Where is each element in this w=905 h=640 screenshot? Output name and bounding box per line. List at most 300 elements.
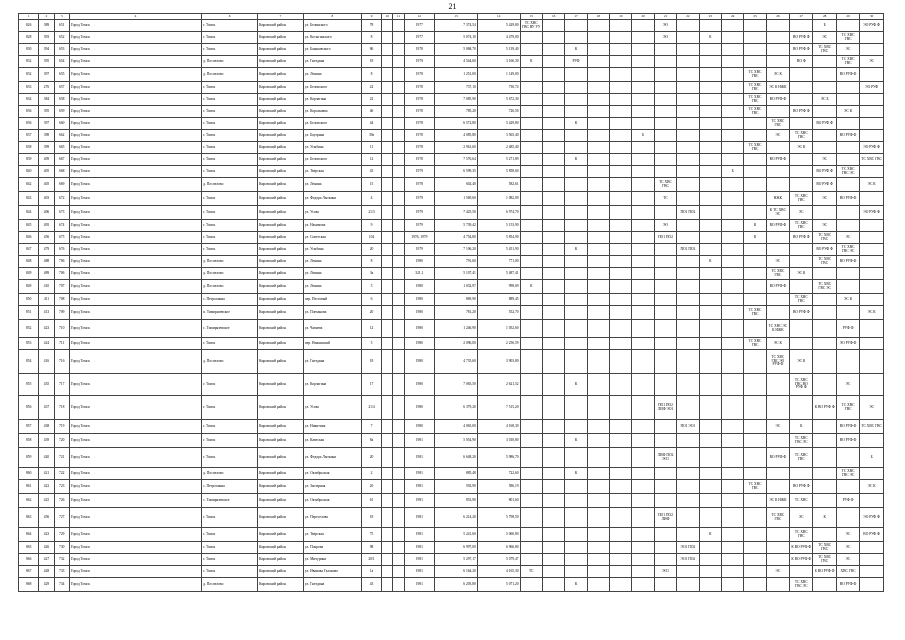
table-cell-code: 672 <box>54 192 69 206</box>
table-cell-code: 674 <box>54 220 69 232</box>
table-cell-c15: К <box>520 280 542 294</box>
table-cell-city: Город Томск <box>69 20 201 32</box>
table-cell-c27: ТС ХВС ГВС ЭС <box>790 578 813 592</box>
table-cell-code: 734 <box>54 578 69 592</box>
table-cell-house: 11 <box>361 142 381 154</box>
table-cell-loc: г. Томск <box>202 554 258 566</box>
table-cell-c25 <box>744 244 766 256</box>
table-cell-c21 <box>654 306 676 320</box>
table-cell-c22 <box>677 178 699 192</box>
table-cell-c21 <box>654 94 676 106</box>
table-cell-c19 <box>610 320 632 338</box>
table-cell-_e <box>382 338 393 350</box>
table-cell-c30: ВО РУФ Ф <box>860 528 884 542</box>
table-cell-street: пер. Нижинский <box>303 338 361 350</box>
table-cell-n: 854 <box>19 350 39 374</box>
table-cell-house: 46 <box>361 106 381 118</box>
table-cell-loc: г. Томск <box>202 94 258 106</box>
table-cell-year: 1979 <box>404 56 435 68</box>
table-cell-id: 409 <box>39 154 54 166</box>
table-cell-c18 <box>587 220 609 232</box>
table-cell-n: 863 <box>19 508 39 528</box>
table-cell-c18 <box>587 554 609 566</box>
column-number: 7 <box>258 14 304 20</box>
column-number: 11 <box>393 14 404 20</box>
table-cell-c21: ТС ХВС ГВС <box>654 178 676 192</box>
table-cell-c28 <box>813 578 836 592</box>
table-cell-c22 <box>677 508 699 528</box>
table-cell-c22 <box>677 306 699 320</box>
table-cell-street: ул. Кавеская <box>303 434 361 448</box>
column-number: 15 <box>520 14 542 20</box>
table-cell-c22 <box>677 154 699 166</box>
table-cell-city: Город Томск <box>69 106 201 118</box>
table-cell-district: Кировский район <box>258 350 304 374</box>
table-cell-a2: 722,60 <box>477 468 520 480</box>
table-cell-c24 <box>721 68 743 82</box>
table-cell-c24: Б <box>721 166 743 178</box>
table-cell-_e <box>382 448 393 468</box>
table-cell-c19 <box>610 32 632 44</box>
table-cell-a1: 6 379,20 <box>435 396 478 420</box>
table-cell-street: ул. Покрова <box>303 542 361 554</box>
table-cell-street: ул. Беловского <box>303 154 361 166</box>
table-cell-code: 717 <box>54 374 69 396</box>
table-cell-_e <box>393 420 404 434</box>
table-cell-district: Кировский район <box>258 244 304 256</box>
table-cell-c16 <box>542 578 564 592</box>
column-number: 24 <box>721 14 743 20</box>
table-cell-year: 1981 <box>404 528 435 542</box>
table-cell-a2: 5 798,50 <box>477 508 520 528</box>
table-cell-c26 <box>766 142 789 154</box>
table-cell-c16 <box>542 206 564 220</box>
table-cell-c18 <box>587 468 609 480</box>
table-cell-_e <box>393 106 404 118</box>
table-cell-city: Город Томск <box>69 178 201 192</box>
table-cell-c16 <box>542 306 564 320</box>
table-cell-id: 410 <box>39 280 54 294</box>
table-cell-c16 <box>542 232 564 244</box>
table-cell-_e <box>393 294 404 306</box>
table-cell-c18 <box>587 32 609 44</box>
table-cell-c23: К <box>699 32 721 44</box>
table-cell-c21 <box>654 106 676 118</box>
table-cell-c19 <box>610 350 632 374</box>
table-cell-city: Город Томск <box>69 566 201 578</box>
table-cell-a1: 5 074,10 <box>435 32 478 44</box>
table-cell-c28 <box>813 106 836 118</box>
table-cell-c29: ЭС <box>836 374 859 396</box>
table-cell-a2: 5 071,20 <box>477 578 520 592</box>
table-cell-c20: Б <box>632 130 654 142</box>
table-cell-c27: ВО РУФ Ф <box>790 232 813 244</box>
table-cell-c26 <box>766 434 789 448</box>
table-cell-c22: ПО1 ПО2 <box>677 244 699 256</box>
table-cell-_e <box>393 68 404 82</box>
table-cell-city: Город Томск <box>69 130 201 142</box>
table-cell-c27: ВО РУФ Ф <box>790 106 813 118</box>
table-cell-district: Кировский район <box>258 20 304 32</box>
table-cell-a1: 885,48 <box>435 468 478 480</box>
table-cell-c21 <box>654 294 676 306</box>
table-row <box>19 494 884 508</box>
table-cell-a1: 602,40 <box>435 178 478 192</box>
table-cell-c25 <box>744 118 766 130</box>
table-cell-c15 <box>520 508 542 528</box>
table-cell-_e <box>393 220 404 232</box>
table-cell-a2: 2 256,59 <box>477 338 520 350</box>
table-cell-_e <box>382 232 393 244</box>
table-cell-house: 8а <box>361 434 381 448</box>
table-cell-c19 <box>610 178 632 192</box>
table-cell-city: Город Томск <box>69 256 201 268</box>
table-cell-c30 <box>860 374 884 396</box>
table-cell-id: 435 <box>39 374 54 396</box>
table-cell-n: 847 <box>19 244 39 256</box>
table-cell-c16 <box>542 220 564 232</box>
table-cell-c22 <box>677 106 699 118</box>
table-cell-c30 <box>860 130 884 142</box>
table-cell-c26 <box>766 396 789 420</box>
table-cell-c23 <box>699 508 721 528</box>
table-cell-c29 <box>836 206 859 220</box>
table-cell-house: 8 <box>361 256 381 268</box>
table-cell-c18 <box>587 578 609 592</box>
table-cell-c18 <box>587 118 609 130</box>
table-cell-city: Город Томск <box>69 56 201 68</box>
table-cell-c16 <box>542 294 564 306</box>
table-cell-c20 <box>632 306 654 320</box>
table-cell-c16 <box>542 374 564 396</box>
table-cell-c24 <box>721 178 743 192</box>
table-cell-c25 <box>744 56 766 68</box>
table-cell-c28: ЭС <box>813 192 836 206</box>
table-cell-c25: ТС ХВС ГВС <box>744 306 766 320</box>
table-cell-c24 <box>721 256 743 268</box>
table-cell-house: 17 <box>361 374 381 396</box>
table-cell-id: 411 <box>39 294 54 306</box>
table-cell-c21 <box>654 130 676 142</box>
table-cell-_e <box>382 32 393 44</box>
table-cell-year: 1981 <box>404 494 435 508</box>
table-cell-house: 8 <box>361 32 381 44</box>
table-cell-a2: 3 010,80 <box>477 434 520 448</box>
table-cell-c29: ЭС <box>836 542 859 554</box>
table-cell-c30 <box>860 268 884 280</box>
table-cell-year: 1981 <box>404 566 435 578</box>
table-cell-c16 <box>542 192 564 206</box>
table-cell-c15: ТС <box>520 566 542 578</box>
table-cell-street: ул. Баньковского <box>303 44 361 56</box>
table-cell-c19 <box>610 434 632 448</box>
table-cell-a2: 2 621,52 <box>477 374 520 396</box>
column-number: 2 <box>39 14 54 20</box>
table-cell-_e <box>393 374 404 396</box>
table-cell-_e <box>382 142 393 154</box>
table-cell-house: 61 <box>361 494 381 508</box>
table-cell-c28 <box>813 206 836 220</box>
table-cell-a2: 552,70 <box>477 306 520 320</box>
table-cell-_e <box>393 44 404 56</box>
table-cell-a1: 5 739,42 <box>435 220 478 232</box>
table-cell-city: Город Томск <box>69 374 201 396</box>
table-cell-c21 <box>654 256 676 268</box>
table-cell-c21 <box>654 528 676 542</box>
table-cell-c19 <box>610 106 632 118</box>
table-cell-a1: 5 054,90 <box>435 434 478 448</box>
table-row <box>19 508 884 528</box>
table-cell-code: 730 <box>54 542 69 554</box>
table-row <box>19 420 884 434</box>
table-cell-c29: ВО РУФ Ф <box>836 434 859 448</box>
table-cell-_e <box>393 338 404 350</box>
table-cell-_e <box>382 508 393 528</box>
table-cell-loc: г. Томск <box>202 44 258 56</box>
table-cell-c15 <box>520 166 542 178</box>
table-cell-c26 <box>766 294 789 306</box>
table-cell-_e <box>393 94 404 106</box>
table-cell-street: ул. Плеханова <box>303 306 361 320</box>
table-cell-c24 <box>721 396 743 420</box>
table-cell-city: Город Томск <box>69 268 201 280</box>
table-cell-district: Кировский район <box>258 154 304 166</box>
table-cell-c23 <box>699 350 721 374</box>
table-cell-c22 <box>677 56 699 68</box>
table-cell-id: 398 <box>39 130 54 142</box>
table-row <box>19 20 884 32</box>
table-cell-c27: ВО Ф <box>790 56 813 68</box>
table-cell-id: 389 <box>39 20 54 32</box>
table-cell-c24 <box>721 154 743 166</box>
table-cell-c16 <box>542 480 564 494</box>
table-cell-c27: ТС ХВС ГВС <box>790 528 813 542</box>
table-cell-code: 653 <box>54 44 69 56</box>
table-cell-street: ул. Косыгинского <box>303 32 361 44</box>
table-row <box>19 56 884 68</box>
table-cell-c22 <box>677 192 699 206</box>
table-cell-year: 1978 <box>404 178 435 192</box>
table-cell-c26: ВО РУФ Ф <box>766 94 789 106</box>
table-cell-district: Кировский район <box>258 528 304 542</box>
table-cell-c18 <box>587 542 609 554</box>
table-cell-c24 <box>721 142 743 154</box>
table-cell-year: 1980 <box>404 374 435 396</box>
table-cell-a1: 7 085,90 <box>435 94 478 106</box>
table-cell-district: Кировский район <box>258 566 304 578</box>
table-cell-code: 669 <box>54 178 69 192</box>
table-cell-c19 <box>610 338 632 350</box>
column-number: 13 <box>435 14 478 20</box>
table-cell-c23 <box>699 154 721 166</box>
table-cell-year: 1978 <box>404 154 435 166</box>
table-cell-c27: ЭС К <box>790 268 813 280</box>
table-cell-code: 655 <box>54 68 69 82</box>
table-cell-c22 <box>677 468 699 480</box>
table-cell-c16 <box>542 448 564 468</box>
table-cell-a1: 7 065,50 <box>435 374 478 396</box>
table-cell-loc: г. Томск <box>202 142 258 154</box>
table-cell-c20 <box>632 56 654 68</box>
table-cell-n: 850 <box>19 294 39 306</box>
table-row <box>19 480 884 494</box>
table-cell-c27: ВО РУФ Ф <box>790 306 813 320</box>
page-number: 21 <box>448 2 457 11</box>
table-cell-c27 <box>790 82 813 94</box>
table-cell-loc: д. Поспелово <box>202 178 258 192</box>
table-cell-year: 1981 <box>404 578 435 592</box>
table-cell-city: Город Томск <box>69 320 201 338</box>
table-row <box>19 44 884 56</box>
table-cell-c15 <box>520 268 542 280</box>
table-cell-c15 <box>520 542 542 554</box>
table-cell-district: Кировский район <box>258 94 304 106</box>
table-cell-c26: ЭС <box>766 256 789 268</box>
table-cell-c20 <box>632 542 654 554</box>
table-cell-_e <box>393 256 404 268</box>
table-cell-c27: ЭС <box>790 508 813 528</box>
table-cell-city: Город Томск <box>69 338 201 350</box>
table-cell-c21 <box>654 434 676 448</box>
column-number: 6 <box>202 14 258 20</box>
table-cell-code: 676 <box>54 244 69 256</box>
table-cell-street: ул. Нахимова <box>303 220 361 232</box>
table-cell-c18 <box>587 494 609 508</box>
table-cell-c17 <box>565 192 587 206</box>
table-cell-street: ул. Ленина <box>303 268 361 280</box>
table-cell-_e <box>393 154 404 166</box>
table-cell-city: Город Томск <box>69 294 201 306</box>
table-cell-city: Город Томск <box>69 396 201 420</box>
table-cell-c19 <box>610 528 632 542</box>
table-cell-c19 <box>610 130 632 142</box>
table-cell-_e <box>382 106 393 118</box>
table-cell-c16 <box>542 20 564 32</box>
table-cell-year: 1980 <box>404 320 435 338</box>
table-cell-code: 727 <box>54 508 69 528</box>
table-cell-_e <box>382 220 393 232</box>
table-cell-c15 <box>520 68 542 82</box>
table-cell-c19 <box>610 244 632 256</box>
table-cell-year: 1981 <box>404 468 435 480</box>
table-cell-c22 <box>677 232 699 244</box>
table-cell-id: 456 <box>39 508 54 528</box>
table-cell-n: 840 <box>19 166 39 178</box>
table-cell-c28: ЭС <box>813 220 836 232</box>
table-cell-street: ул. Усыбина <box>303 142 361 154</box>
table-cell-_e <box>382 154 393 166</box>
table-row <box>19 220 884 232</box>
table-cell-a2: 998,69 <box>477 280 520 294</box>
table-cell-house: 18 <box>361 350 381 374</box>
table-row <box>19 306 884 320</box>
table-cell-c20 <box>632 338 654 350</box>
column-number: 28 <box>813 14 836 20</box>
table-cell-c24 <box>721 468 743 480</box>
table-cell-district: Кировский район <box>258 106 304 118</box>
table-cell-district: Кировский район <box>258 508 304 528</box>
table-cell-city: Город Томск <box>69 494 201 508</box>
table-cell-loc: г. Томск <box>202 244 258 256</box>
table-cell-c20 <box>632 94 654 106</box>
column-number: 22 <box>677 14 699 20</box>
table-cell-c25: К <box>744 232 766 244</box>
table-cell-c24 <box>721 94 743 106</box>
table-cell-c17 <box>565 338 587 350</box>
table-cell-a2: 771,00 <box>477 256 520 268</box>
table-cell-c23 <box>699 578 721 592</box>
table-row <box>19 554 884 566</box>
table-row <box>19 350 884 374</box>
table-cell-c15: К <box>520 56 542 68</box>
table-cell-_e <box>393 448 404 468</box>
table-cell-id: 426 <box>39 542 54 554</box>
table-cell-street: ул. Тверская <box>303 528 361 542</box>
table-cell-a2: 1 082,09 <box>477 192 520 206</box>
table-cell-c17 <box>565 68 587 82</box>
table-cell-year: 1978 <box>404 130 435 142</box>
table-row <box>19 206 884 220</box>
table-cell-code: 716 <box>54 350 69 374</box>
table-cell-id: 423 <box>39 528 54 542</box>
table-cell-c30: ЭО РУФ Ф <box>860 206 884 220</box>
table-cell-id: 429 <box>39 578 54 592</box>
table-cell-house: 21/3 <box>361 206 381 220</box>
table-cell-n: 849 <box>19 280 39 294</box>
table-cell-street: ул. Беленского <box>303 82 361 94</box>
table-cell-district: Кировский район <box>258 220 304 232</box>
table-cell-c24 <box>721 528 743 542</box>
table-cell-a2: 5 451,90 <box>477 244 520 256</box>
table-cell-n: 839 <box>19 154 39 166</box>
table-cell-c22 <box>677 166 699 178</box>
table-cell-c29: ЭС <box>836 44 859 56</box>
table-cell-c27: ТС ХВС ГВС <box>790 294 813 306</box>
table-cell-c18 <box>587 20 609 32</box>
table-cell-code: 733 <box>54 566 69 578</box>
table-cell-c27 <box>790 154 813 166</box>
table-cell-c16 <box>542 244 564 256</box>
table-cell-c24 <box>721 350 743 374</box>
column-number: 4 <box>69 14 201 20</box>
table-cell-loc: г. Томск <box>202 192 258 206</box>
table-row <box>19 396 884 420</box>
table-cell-year: 1980 <box>404 306 435 320</box>
table-cell-c24 <box>721 448 743 468</box>
table-cell-street: ул. Октябрьская <box>303 494 361 508</box>
table-cell-a1: 1 251,00 <box>435 68 478 82</box>
table-cell-c28: ТС ХВС ГВС <box>813 554 836 566</box>
table-cell-c30 <box>860 32 884 44</box>
table-cell-loc: с. Петрохинка <box>202 480 258 494</box>
table-cell-c23 <box>699 294 721 306</box>
table-cell-city: Город Томск <box>69 68 201 82</box>
table-cell-loc: г. Томск <box>202 82 258 94</box>
table-cell-c24 <box>721 244 743 256</box>
table-cell-n: 849 <box>19 268 39 280</box>
table-cell-house: 78 <box>361 20 381 32</box>
table-cell-c15 <box>520 192 542 206</box>
table-cell-n: 844 <box>19 206 39 220</box>
table-cell-code: 668 <box>54 166 69 178</box>
table-cell-c18 <box>587 154 609 166</box>
table-cell-c29: ХВС ГВС <box>836 566 859 578</box>
table-cell-c30 <box>860 338 884 350</box>
table-cell-a2: 7 515,20 <box>477 396 520 420</box>
register-table <box>18 13 884 592</box>
table-cell-c21 <box>654 56 676 68</box>
table-cell-_e <box>382 480 393 494</box>
